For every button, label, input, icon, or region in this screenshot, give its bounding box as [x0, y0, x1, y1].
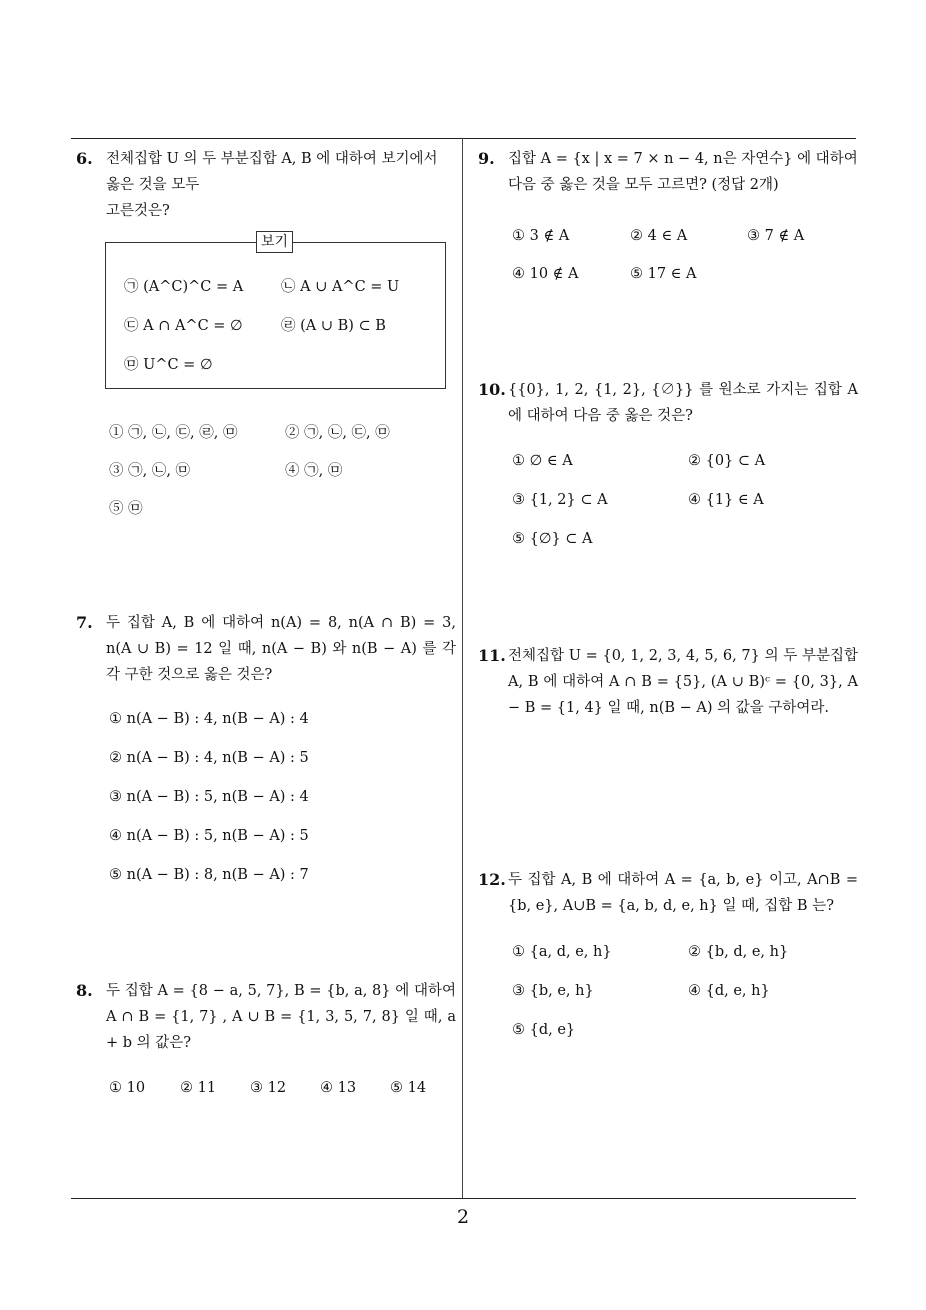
question-stem: 고른것은?	[106, 203, 170, 219]
example-box-title: 보기	[256, 231, 293, 253]
page-number: 2	[456, 1206, 470, 1228]
question-stem: 다음 중 옳은 것을 모두 고르면? (정답 2개)	[508, 177, 779, 193]
answer-option[interactable]: ⑤ n(A − B) : 8, n(B − A) : 7	[109, 867, 309, 883]
answer-option[interactable]: ② ㉠, ㉡, ㉢, ㉤	[285, 425, 390, 441]
answer-option[interactable]: ④ 10 ∉ A	[512, 266, 579, 282]
answer-option[interactable]: ② 4 ∈ A	[630, 228, 688, 244]
question-stem: 전체집합 U 의 두 부분집합 A, B 에 대하여 보기에서	[106, 151, 438, 167]
answer-option[interactable]: ① {a, d, e, h}	[512, 944, 612, 960]
answer-option[interactable]: ⑤ {∅} ⊂ A	[512, 531, 593, 547]
question-stem: 두 집합 A, B 에 대하여 n(A) = 8, n(A ∩ B) = 3, n(A ∪ B) = 12 일 때, n(A − B) 와 n(B − A) 를 각각 구한 것으로 옳은 것은?	[106, 615, 456, 683]
example-item: ㉡ A ∪ A^C = U	[281, 279, 400, 295]
answer-option[interactable]: ④ n(A − B) : 5, n(B − A) : 5	[109, 828, 309, 844]
question-7	[76, 610, 456, 688]
example-item: ㉠ (A^C)^C = A	[124, 279, 244, 295]
answer-option[interactable]: ③ {1, 2} ⊂ A	[512, 492, 608, 508]
question-stem: {{0}, 1, 2, {1, 2}, {∅}} 를 원소로 가지는 집합 A 에 대하여 다음 중 옳은 것은?	[508, 382, 858, 424]
answer-option[interactable]: ② n(A − B) : 4, n(B − A) : 5	[109, 750, 309, 766]
question-stem: 옳은 것을 모두	[106, 177, 200, 193]
example-box	[105, 234, 446, 389]
answer-option[interactable]: ⑤ 17 ∈ A	[630, 266, 697, 282]
answer-option[interactable]: ③ n(A − B) : 5, n(B − A) : 4	[109, 789, 309, 805]
bottom-rule	[71, 1198, 856, 1199]
question-10	[478, 377, 858, 429]
answer-option[interactable]: ⑤ {d, e}	[512, 1022, 576, 1038]
answer-option[interactable]: ① ㉠, ㉡, ㉢, ㉣, ㉤	[109, 425, 238, 441]
answer-option[interactable]: ④ 13	[320, 1080, 357, 1096]
top-rule	[71, 138, 856, 139]
question-number: 7.	[76, 613, 93, 632]
answer-option[interactable]: ⑤ ㉤	[109, 501, 143, 517]
example-item: ㉣ (A ∪ B) ⊂ B	[281, 318, 386, 334]
answer-option[interactable]: ③ 12	[250, 1080, 287, 1096]
question-number: 9.	[478, 149, 495, 168]
question-number: 12.	[478, 870, 506, 889]
answer-option[interactable]: ⑤ 14	[390, 1080, 427, 1096]
question-9	[478, 146, 860, 198]
question-number: 11.	[478, 646, 506, 665]
column-divider	[462, 138, 463, 1199]
answer-option[interactable]: ③ ㉠, ㉡, ㉤	[109, 463, 191, 479]
answer-option[interactable]: ① 10	[109, 1080, 146, 1096]
answer-option[interactable]: ② {b, d, e, h}	[688, 944, 789, 960]
example-item: ㉤ U^C = ∅	[124, 357, 213, 373]
answer-option[interactable]: ① ∅ ∈ A	[512, 453, 573, 469]
question-number: 10.	[478, 380, 506, 399]
question-stem: 집합 A = {x | x = 7 × n − 4, n은 자연수} 에 대하여	[508, 151, 858, 167]
question-stem: 두 집합 A, B 에 대하여 A = {a, b, e} 이고, A∩B = {b, e}, A∪B = {a, b, d, e, h} 일 때, 집합 B 는?	[508, 872, 858, 914]
question-11	[478, 643, 858, 721]
answer-option[interactable]: ① n(A − B) : 4, n(B − A) : 4	[109, 711, 309, 727]
answer-option[interactable]: ④ {d, e, h}	[688, 983, 770, 999]
question-stem: 두 집합 A = {8 − a, 5, 7}, B = {b, a, 8} 에 대하여 A ∩ B = {1, 7} , A ∪ B = {1, 3, 5, 7, 8} 일 때, a + b 의 값은?	[106, 983, 456, 1051]
answer-option[interactable]: ③ 7 ∉ A	[747, 228, 805, 244]
answer-option[interactable]: ② 11	[180, 1080, 217, 1096]
answer-option[interactable]: ① 3 ∉ A	[512, 228, 570, 244]
question-6	[76, 146, 458, 224]
answer-option[interactable]: ② {0} ⊂ A	[688, 453, 766, 469]
question-8	[76, 978, 456, 1056]
answer-option[interactable]: ④ ㉠, ㉤	[285, 463, 343, 479]
answer-option[interactable]: ③ {b, e, h}	[512, 983, 594, 999]
question-12	[478, 867, 858, 919]
question-number: 8.	[76, 981, 93, 1000]
example-item: ㉢ A ∩ A^C = ∅	[124, 318, 243, 334]
question-stem: 전체집합 U = {0, 1, 2, 3, 4, 5, 6, 7} 의 두 부분집합 A, B 에 대하여 A ∩ B = {5}, (A ∪ B)ᶜ = {0, 3}, A − B = {1, 4} 일 때, n(B − A) 의 값을 구하여라.	[508, 648, 858, 716]
question-number: 6.	[76, 149, 93, 168]
answer-option[interactable]: ④ {1} ∈ A	[688, 492, 764, 508]
